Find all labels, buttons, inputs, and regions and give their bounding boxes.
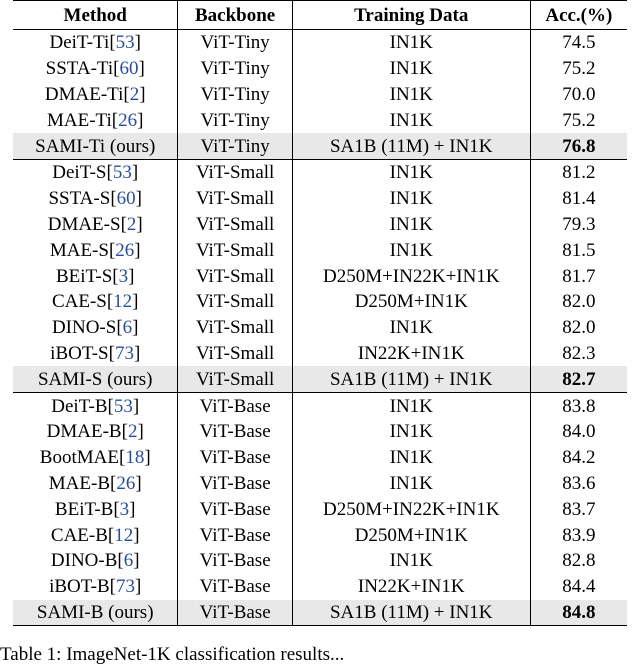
accuracy-cell: 82.8: [530, 548, 627, 574]
citation[interactable]: [53]: [109, 32, 141, 54]
method-name: DINO-S: [51, 317, 117, 339]
method-name: CAE-S: [51, 291, 107, 313]
backbone-cell: ViT-Small: [178, 341, 292, 367]
citation[interactable]: [2]: [120, 213, 143, 235]
method-cell: [13, 445, 178, 471]
citation[interactable]: [53]: [106, 162, 139, 184]
backbone-cell: ViT-Small: [178, 159, 292, 185]
citation[interactable]: [12]: [106, 291, 139, 313]
accuracy-cell: 82.0: [530, 289, 627, 315]
table-row: [13, 445, 627, 471]
backbone-cell: ViT-Small: [178, 263, 292, 289]
training-data-cell: D250M+IN22K+IN1K: [292, 496, 530, 522]
accuracy-cell: 76.8: [530, 133, 627, 159]
citation[interactable]: [26]: [111, 109, 144, 131]
training-data-cell: IN22K+IN1K: [292, 341, 530, 367]
citation[interactable]: [6]: [117, 550, 140, 572]
training-data-cell: IN1K: [292, 419, 530, 445]
citation[interactable]: [3]: [113, 498, 136, 520]
training-data-cell: SA1B (11M) + IN1K: [292, 600, 530, 626]
citation-number[interactable]: 2: [129, 83, 140, 105]
backbone-cell: ViT-Base: [178, 496, 292, 522]
table-row: [13, 186, 627, 212]
table-row: [13, 315, 627, 341]
accuracy-cell: 82.0: [530, 315, 627, 341]
backbone-cell: ViT-Base: [178, 445, 292, 471]
citation-number[interactable]: 6: [123, 550, 134, 572]
table-row: [13, 237, 627, 263]
backbone-cell: ViT-Small: [178, 315, 292, 341]
training-data-cell: IN22K+IN1K: [292, 574, 530, 600]
training-data-cell: IN1K: [292, 315, 530, 341]
accuracy-cell: 75.2: [530, 56, 627, 82]
method-header: Method: [13, 1, 178, 30]
method-cell: [13, 237, 178, 263]
training-data-cell: IN1K: [292, 471, 530, 497]
accuracy-cell: 84.2: [530, 445, 627, 471]
accuracy-cell: 84.0: [530, 419, 627, 445]
training-data-cell: IN1K: [292, 548, 530, 574]
method-cell: [13, 82, 178, 108]
method-cell: [13, 393, 178, 419]
citation-number[interactable]: 53: [112, 162, 132, 184]
training-data-cell: IN1K: [292, 107, 530, 133]
backbone-cell: ViT-Small: [178, 366, 292, 392]
method-name: BEiT-S: [55, 265, 113, 287]
accuracy-header: Acc.(%): [530, 1, 627, 30]
table-row: [13, 496, 627, 522]
accuracy-cell: 79.3: [530, 212, 627, 238]
method-name: iBOT-S: [50, 342, 109, 364]
training-data-cell: IN1K: [292, 30, 530, 56]
table-row: [13, 341, 627, 367]
backbone-cell: ViT-Small: [178, 186, 292, 212]
table-row: [13, 82, 627, 108]
table-row: [13, 393, 627, 419]
training-data-cell: D250M+IN22K+IN1K: [292, 263, 530, 289]
citation-number[interactable]: 60: [119, 58, 139, 80]
method-cell: [13, 212, 178, 238]
accuracy-cell: 84.8: [530, 600, 627, 626]
backbone-cell: ViT-Base: [178, 471, 292, 497]
method-cell: [13, 419, 178, 445]
accuracy-cell: 81.2: [530, 159, 627, 185]
backbone-cell: ViT-Tiny: [178, 133, 292, 159]
citation[interactable]: [6]: [116, 317, 139, 339]
backbone-cell: ViT-Small: [178, 237, 292, 263]
backbone-cell: ViT-Small: [178, 289, 292, 315]
citation[interactable]: [73]: [109, 576, 142, 598]
table-caption: Table 1: ImageNet-1K classification results...: [0, 644, 345, 665]
backbone-cell: ViT-Tiny: [178, 30, 292, 56]
training-data-cell: IN1K: [292, 445, 530, 471]
training-data-cell: IN1K: [292, 186, 530, 212]
table-row-ours: [13, 600, 627, 626]
method-cell: [13, 159, 178, 185]
method-cell: [13, 341, 178, 367]
method-name: DINO-B: [50, 550, 118, 572]
accuracy-cell: 75.2: [530, 107, 627, 133]
citation-number[interactable]: 3: [118, 265, 129, 287]
training-data-cell: D250M+IN1K: [292, 522, 530, 548]
method-cell: [13, 263, 178, 289]
training-data-cell: IN1K: [292, 56, 530, 82]
accuracy-cell: 81.5: [530, 237, 627, 263]
citation-number[interactable]: 60: [116, 188, 136, 210]
table-row: [13, 107, 627, 133]
citation[interactable]: [3]: [112, 265, 135, 287]
citation-number[interactable]: 3: [119, 498, 130, 520]
table-row-ours: [13, 133, 627, 159]
method-cell: [13, 574, 178, 600]
method-name: MAE-S: [49, 239, 109, 261]
citation-number[interactable]: 6: [122, 317, 133, 339]
method-cell: [13, 366, 178, 392]
table-row: [13, 289, 627, 315]
training-data-header: Training Data: [292, 1, 530, 30]
citation-number[interactable]: 2: [127, 421, 138, 443]
table-row: [13, 212, 627, 238]
method-name: SSTA-S: [48, 188, 111, 210]
method-cell: [13, 600, 178, 626]
backbone-cell: ViT-Tiny: [178, 107, 292, 133]
method-cell: [13, 107, 178, 133]
citation[interactable]: [2]: [123, 83, 146, 105]
training-data-cell: SA1B (11M) + IN1K: [292, 366, 530, 392]
training-data-cell: IN1K: [292, 159, 530, 185]
citation[interactable]: [60]: [113, 58, 145, 80]
citation-number[interactable]: 2: [126, 213, 137, 235]
citation-number[interactable]: 12: [114, 524, 134, 546]
citation-number[interactable]: 26: [115, 239, 135, 261]
method-name: DMAE-Ti: [44, 83, 124, 105]
method-name: SSTA-Ti: [45, 58, 114, 80]
results-table: [13, 0, 627, 626]
accuracy-cell: 81.4: [530, 186, 627, 212]
method-name: MAE-Ti: [47, 109, 112, 131]
method-cell: [13, 496, 178, 522]
table-row: [13, 522, 627, 548]
citation-number[interactable]: 73: [115, 576, 135, 598]
training-data-cell: D250M+IN1K: [292, 289, 530, 315]
backbone-cell: ViT-Tiny: [178, 56, 292, 82]
method-name: DMAE-B: [46, 421, 122, 443]
accuracy-cell: 82.7: [530, 366, 627, 392]
table-row: [13, 574, 627, 600]
accuracy-cell: 84.4: [530, 574, 627, 600]
citation[interactable]: [18]: [118, 447, 151, 469]
training-data-cell: IN1K: [292, 212, 530, 238]
citation-number[interactable]: 53: [113, 395, 133, 417]
accuracy-cell: 81.7: [530, 263, 627, 289]
method-name: DeiT-B: [51, 395, 108, 417]
method-cell: [13, 289, 178, 315]
citation-number[interactable]: 26: [118, 109, 138, 131]
method-name: DeiT-S: [52, 162, 107, 184]
method-name: DMAE-S: [47, 213, 121, 235]
method-name: SAMI-S (ours): [37, 368, 153, 390]
citation-number[interactable]: 26: [116, 472, 136, 494]
backbone-cell: ViT-Base: [178, 574, 292, 600]
training-data-cell: IN1K: [292, 237, 530, 263]
table-row: [13, 471, 627, 497]
backbone-cell: ViT-Base: [178, 600, 292, 626]
citation-number[interactable]: 73: [114, 342, 134, 364]
training-data-cell: SA1B (11M) + IN1K: [292, 133, 530, 159]
method-name: MAE-B: [48, 472, 110, 494]
method-name: DeiT-Ti: [49, 32, 110, 54]
table-body: [13, 30, 627, 626]
accuracy-cell: 74.5: [530, 30, 627, 56]
table-row: [13, 56, 627, 82]
table-row: [13, 419, 627, 445]
method-cell: [13, 471, 178, 497]
table-row: [13, 548, 627, 574]
accuracy-cell: 83.7: [530, 496, 627, 522]
table-row: [13, 263, 627, 289]
citation[interactable]: [26]: [110, 472, 142, 494]
method-cell: [13, 548, 178, 574]
method-cell: [13, 133, 178, 159]
accuracy-cell: 82.3: [530, 341, 627, 367]
backbone-cell: ViT-Tiny: [178, 82, 292, 108]
accuracy-cell: 83.8: [530, 393, 627, 419]
citation-number[interactable]: 18: [125, 447, 145, 469]
method-name: SAMI-Ti (ours): [35, 135, 156, 157]
method-cell: [13, 522, 178, 548]
backbone-cell: ViT-Base: [178, 548, 292, 574]
method-name: BEiT-B: [54, 498, 114, 520]
header-row: [13, 1, 627, 30]
citation[interactable]: [73]: [108, 342, 141, 364]
backbone-cell: ViT-Base: [178, 522, 292, 548]
citation[interactable]: [12]: [107, 524, 140, 546]
citation[interactable]: [53]: [107, 395, 140, 417]
backbone-header: Backbone: [178, 1, 292, 30]
method-name: BootMAE: [39, 447, 119, 469]
method-name: CAE-B: [50, 524, 108, 546]
table-row-ours: [13, 366, 627, 392]
citation[interactable]: [60]: [110, 188, 142, 210]
method-cell: [13, 30, 178, 56]
method-cell: [13, 56, 178, 82]
backbone-cell: ViT-Small: [178, 212, 292, 238]
table-row: [13, 159, 627, 185]
method-cell: [13, 315, 178, 341]
accuracy-cell: 83.6: [530, 471, 627, 497]
accuracy-cell: 83.9: [530, 522, 627, 548]
citation[interactable]: [2]: [121, 421, 144, 443]
table-row: [13, 30, 627, 56]
training-data-cell: IN1K: [292, 82, 530, 108]
method-cell: [13, 186, 178, 212]
citation-number[interactable]: 53: [115, 32, 135, 54]
training-data-cell: IN1K: [292, 393, 530, 419]
method-name: SAMI-B (ours): [36, 601, 154, 623]
method-name: iBOT-B: [49, 576, 110, 598]
backbone-cell: ViT-Base: [178, 393, 292, 419]
citation[interactable]: [26]: [108, 239, 141, 261]
citation-number[interactable]: 12: [113, 291, 133, 313]
accuracy-cell: 70.0: [530, 82, 627, 108]
backbone-cell: ViT-Base: [178, 419, 292, 445]
